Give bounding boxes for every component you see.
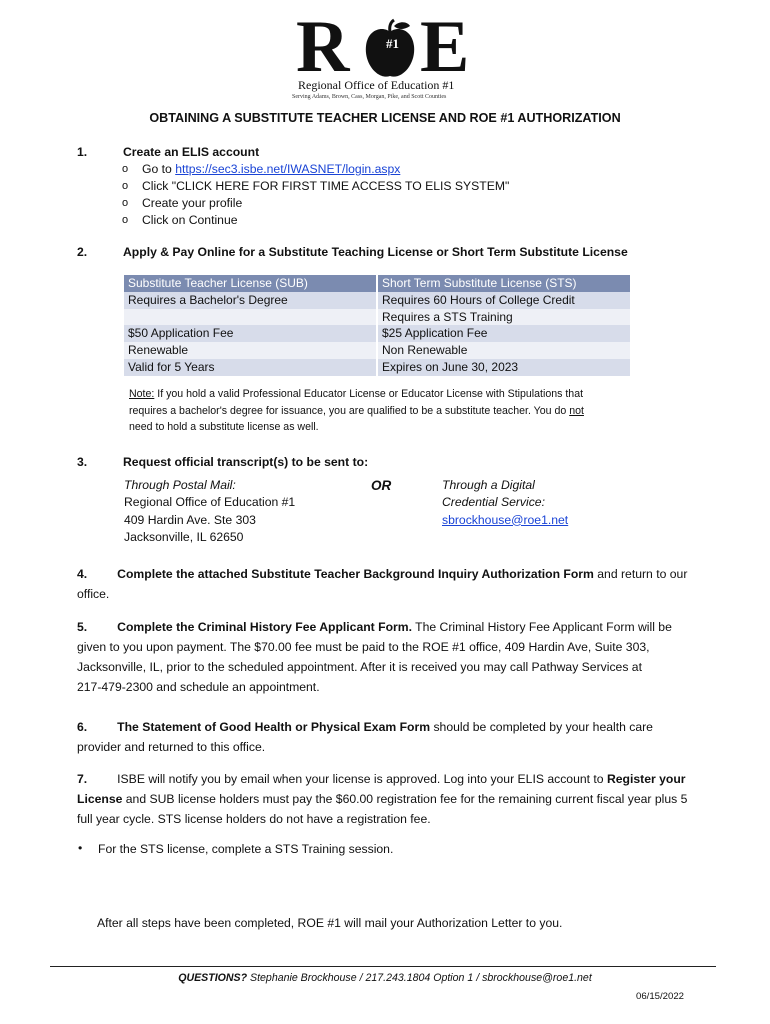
logo-letter-r: R bbox=[296, 6, 348, 88]
note-line2: requires a bachelor's degree for issuance, you are qualified to be a substitute teacher. You do bbox=[129, 404, 570, 417]
table-cell: Valid for 5 Years bbox=[124, 359, 377, 376]
or-label: OR bbox=[371, 478, 392, 493]
step1-item2: Click "CLICK HERE FOR FIRST TIME ACCESS TO ELIS SYSTEM" bbox=[142, 179, 510, 193]
document-date: 06/15/2022 bbox=[636, 991, 685, 1002]
table-cell bbox=[124, 309, 377, 326]
note-line3: need to hold a substitute license as well. bbox=[129, 421, 319, 433]
step5 bbox=[77, 617, 717, 697]
step2-heading: Apply & Pay Online for a Substitute Teaching License or Short Term Substitute License bbox=[123, 245, 628, 259]
step4-bold: Complete the attached Substitute Teacher Background Inquiry Authorization Form bbox=[117, 567, 594, 581]
note-not: not bbox=[569, 404, 584, 417]
logo-counties: Serving Adams, Brown, Cass, Morgan, Pike, and Scott Counties bbox=[292, 94, 447, 100]
step1-bullet: o bbox=[122, 163, 129, 175]
table-row bbox=[124, 359, 630, 376]
step5-line3: Jacksonville, IL, prior to the scheduled appointment. After it is received you may call Pathway Services at bbox=[77, 660, 642, 674]
footer-contact bbox=[0, 972, 770, 984]
table-row bbox=[124, 292, 630, 309]
step4-line2: office. bbox=[77, 587, 110, 601]
table-cell: Renewable bbox=[124, 342, 377, 359]
roe-logo bbox=[292, 8, 477, 104]
table-row bbox=[124, 342, 630, 359]
step4 bbox=[77, 564, 717, 604]
table-header-cell: Substitute Teacher License (SUB) bbox=[124, 275, 377, 292]
step6-number: 6. bbox=[77, 720, 88, 734]
step7-text1: ISBE will notify you by email when your license is approved. Log into your ELIS account to bbox=[117, 772, 607, 786]
table-header-cell: Short Term Substitute License (STS) bbox=[377, 275, 630, 292]
table-cell: $50 Application Fee bbox=[124, 325, 377, 342]
digital-line2: Credential Service: bbox=[442, 495, 545, 510]
step6-rest: should be completed by your health care bbox=[430, 720, 653, 734]
table-cell: Requires a Bachelor's Degree bbox=[124, 292, 377, 309]
step1-heading: Create an ELIS account bbox=[123, 145, 260, 159]
step6-line2: provider and returned to this office. bbox=[77, 740, 266, 754]
license-note bbox=[129, 386, 649, 436]
postal-line2: 409 Hardin Ave. Ste 303 bbox=[124, 512, 256, 527]
postal-line1: Regional Office of Education #1 bbox=[124, 495, 296, 510]
digital-credential-block bbox=[442, 477, 568, 529]
table-cell: Requires a STS Training bbox=[377, 309, 630, 326]
step1-item1: Go to https://sec3.isbe.net/IWASNET/login.aspx bbox=[142, 162, 401, 176]
note-line1: If you hold a valid Professional Educator License or Educator License with Stipulations that bbox=[154, 388, 584, 400]
footer-label: QUESTIONS? bbox=[178, 972, 248, 984]
table-row bbox=[124, 325, 630, 342]
step7-bold2: License bbox=[77, 792, 123, 806]
step7-bold1: Register your bbox=[606, 772, 686, 786]
step1-item3: Create your profile bbox=[142, 196, 243, 210]
table-row bbox=[124, 309, 630, 326]
table-cell: $25 Application Fee bbox=[377, 325, 630, 342]
page-title: OBTAINING A SUBSTITUTE TEACHER LICENSE AND ROE #1 AUTHORIZATION bbox=[149, 111, 621, 125]
step5-rest: The Criminal History Fee Applicant Form will be bbox=[411, 620, 672, 634]
step3-number: 3. bbox=[77, 455, 88, 469]
logo-apple-number: #1 bbox=[386, 36, 399, 51]
digital-line1: Through a Digital bbox=[442, 478, 535, 492]
step7-line3: full year cycle. STS license holders do not have a registration fee. bbox=[77, 812, 431, 826]
postal-mail-block bbox=[124, 477, 295, 546]
step1-bullet: o bbox=[122, 197, 129, 209]
logo-letter-e: E bbox=[420, 6, 468, 88]
step5-line2: given to you upon payment. The $70.00 fee must be paid to the ROE #1 office, 409 Hardin Ave, Suite 303, bbox=[77, 640, 650, 654]
step1-number: 1. bbox=[77, 145, 88, 159]
table-cell: Expires on June 30, 2023 bbox=[377, 359, 630, 376]
digital-email-link[interactable]: sbrockhouse@roe1.net bbox=[442, 512, 569, 527]
step1-item4: Click on Continue bbox=[142, 213, 238, 227]
step7-text2: and SUB license holders must pay the $60.00 registration fee for the remaining current fiscal year plus 5 bbox=[122, 792, 688, 806]
logo-org-name: Regional Office of Education #1 bbox=[298, 78, 455, 92]
step4-number: 4. bbox=[77, 567, 88, 581]
elis-login-link[interactable]: https://sec3.isbe.net/IWASNET/login.aspx bbox=[175, 162, 401, 176]
postal-label: Through Postal Mail: bbox=[124, 478, 236, 492]
step6-bold: The Statement of Good Health or Physical Exam Form bbox=[117, 720, 431, 734]
step5-bold: Complete the Criminal History Fee Applicant Form. bbox=[117, 620, 412, 634]
step1-bullet: o bbox=[122, 180, 129, 192]
step6 bbox=[77, 717, 717, 757]
step2-number: 2. bbox=[77, 245, 88, 259]
closing-statement: After all steps have been completed, ROE #1 will mail your Authorization Letter to you. bbox=[97, 916, 563, 930]
note-label: Note: bbox=[129, 388, 155, 400]
table-cell: Requires 60 Hours of College Credit bbox=[377, 292, 630, 309]
sts-training-bullet: For the STS license, complete a STS Training session. bbox=[98, 842, 394, 856]
table-cell: Non Renewable bbox=[377, 342, 630, 359]
footer-divider bbox=[50, 966, 716, 967]
step1-bullet: o bbox=[122, 214, 129, 226]
license-comparison-table bbox=[124, 275, 630, 376]
postal-line3: Jacksonville, IL 62650 bbox=[124, 529, 244, 544]
step7 bbox=[77, 769, 717, 829]
step5-line4: 217-479-2300 and schedule an appointment. bbox=[77, 680, 320, 694]
footer-text: Stephanie Brockhouse / 217.243.1804 Option 1 / sbrockhouse@roe1.net bbox=[247, 972, 592, 984]
table-header-row bbox=[124, 275, 630, 292]
step4-rest: and return to our bbox=[593, 567, 688, 581]
step3-heading: Request official transcript(s) to be sent to: bbox=[123, 455, 369, 469]
step7-number: 7. bbox=[77, 772, 88, 786]
bullet-icon: • bbox=[78, 841, 83, 855]
step5-number: 5. bbox=[77, 620, 88, 634]
